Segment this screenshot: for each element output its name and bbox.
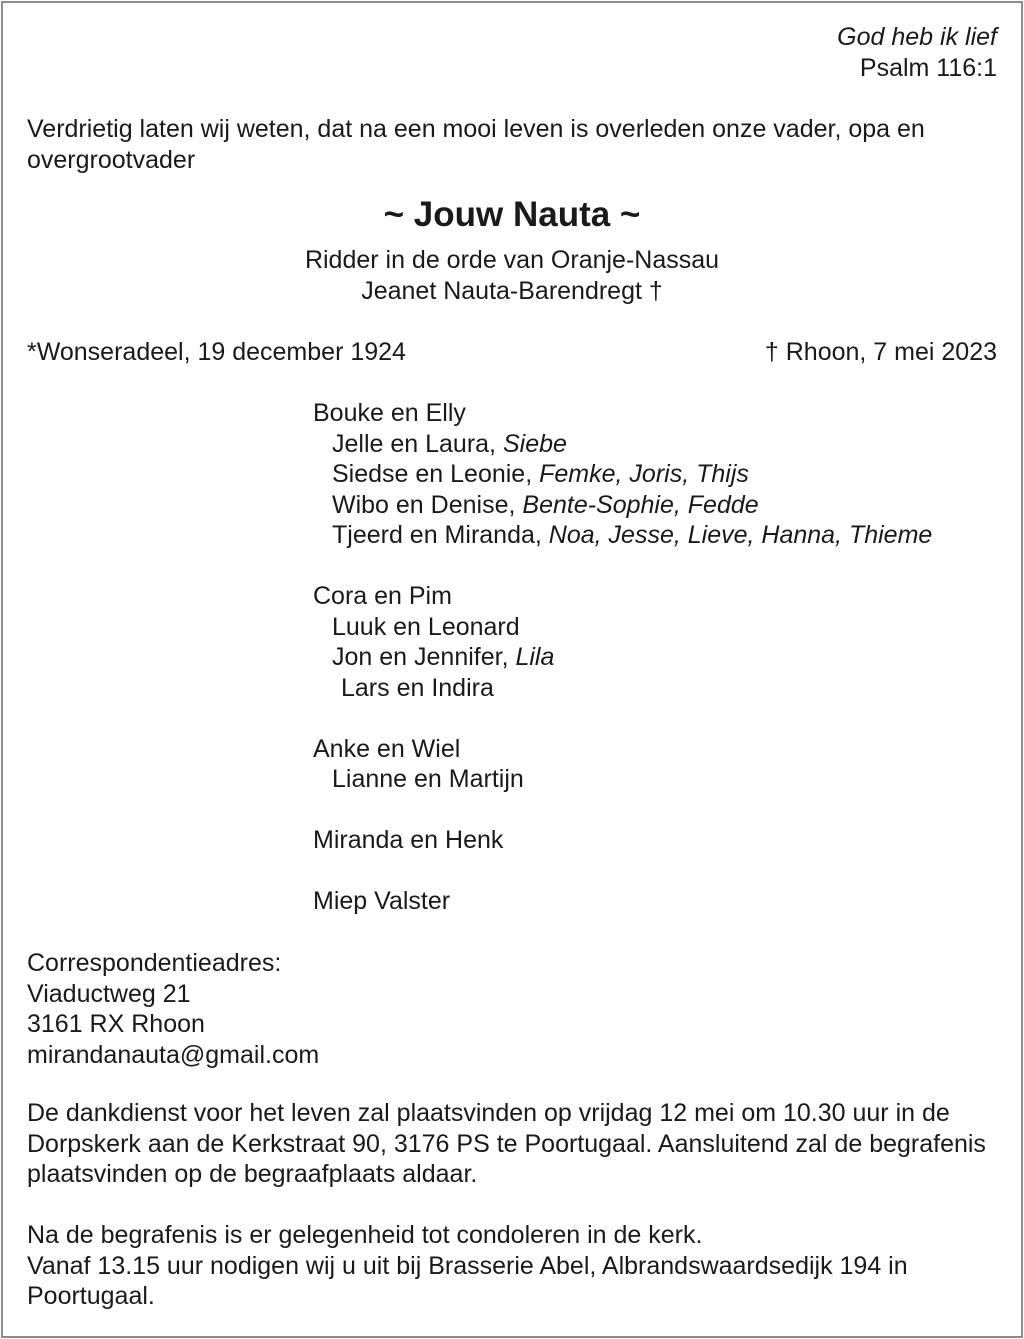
family-head: Miranda en Henk <box>313 826 504 854</box>
motto-quote: God heb ik lief <box>837 23 997 51</box>
family-member: Lianne en Martijn <box>332 765 524 793</box>
family-member: Luuk en Leonard <box>332 612 520 641</box>
address-city: 3161 RX Rhoon <box>27 1010 205 1038</box>
condolence-line: Na de begrafenis is er gelegenheid tot condoleren in de kerk. <box>27 1221 703 1249</box>
family-list <box>313 398 932 917</box>
service-info: De dankdienst voor het leven zal plaatsvinden op vrijdag 12 mei om 10.30 uur in de Dorpskerk aan de Kerkstraat 90, 3176 PS te Poortugaal. Aansluitend zal de begrafenis plaatsvinden op de begraafplaats aldaar. <box>27 1099 986 1188</box>
family-head: Miep Valster <box>313 887 451 915</box>
address-email: mirandanauta@gmail.com <box>27 1040 320 1069</box>
death-info: † Rhoon, 7 mei 2023 <box>764 338 997 366</box>
address-street: Viaductweg 21 <box>27 979 191 1008</box>
condolence-info <box>27 1220 1002 1312</box>
motto <box>837 22 997 83</box>
family-member: Siedse en Leonie, Femke, Joris, Thijs <box>332 460 749 488</box>
correspondence-address <box>27 948 319 1070</box>
intro-text: Verdrietig laten wij weten, dat na een mooi leven is overleden onze vader, opa en overgrootvader <box>27 115 925 174</box>
family-member: Jelle en Laura, Siebe <box>332 429 567 458</box>
motto-reference: Psalm 116:1 <box>859 53 997 82</box>
address-label: Correspondentieadres: <box>27 949 282 977</box>
family-member: Lars en Indira <box>341 673 494 702</box>
family-member: Wibo en Denise, Bente-Sophie, Fedde <box>332 490 759 519</box>
family-head: Cora en Pim <box>313 582 452 610</box>
birth-info: *Wonseradeel, 19 december 1924 <box>27 338 406 366</box>
family-member: Tjeerd en Miranda, Noa, Jesse, Lieve, Hanna, Thieme <box>332 521 933 549</box>
deceased-name: ~ Jouw Nauta ~ <box>383 195 641 234</box>
family-member: Jon en Jennifer, Lila <box>332 643 555 671</box>
family-head: Anke en Wiel <box>313 734 461 763</box>
deceased-spouse: Jeanet Nauta-Barendregt † <box>361 277 663 305</box>
reception-line: Vanaf 13.15 uur nodigen wij u uit bij Brasserie Abel, Albrandswaardsedijk 194 in Poortugaal. <box>27 1251 908 1310</box>
deceased-honor: Ridder in de orde van Oranje-Nassau <box>304 246 720 274</box>
family-head: Bouke en Elly <box>313 399 466 427</box>
